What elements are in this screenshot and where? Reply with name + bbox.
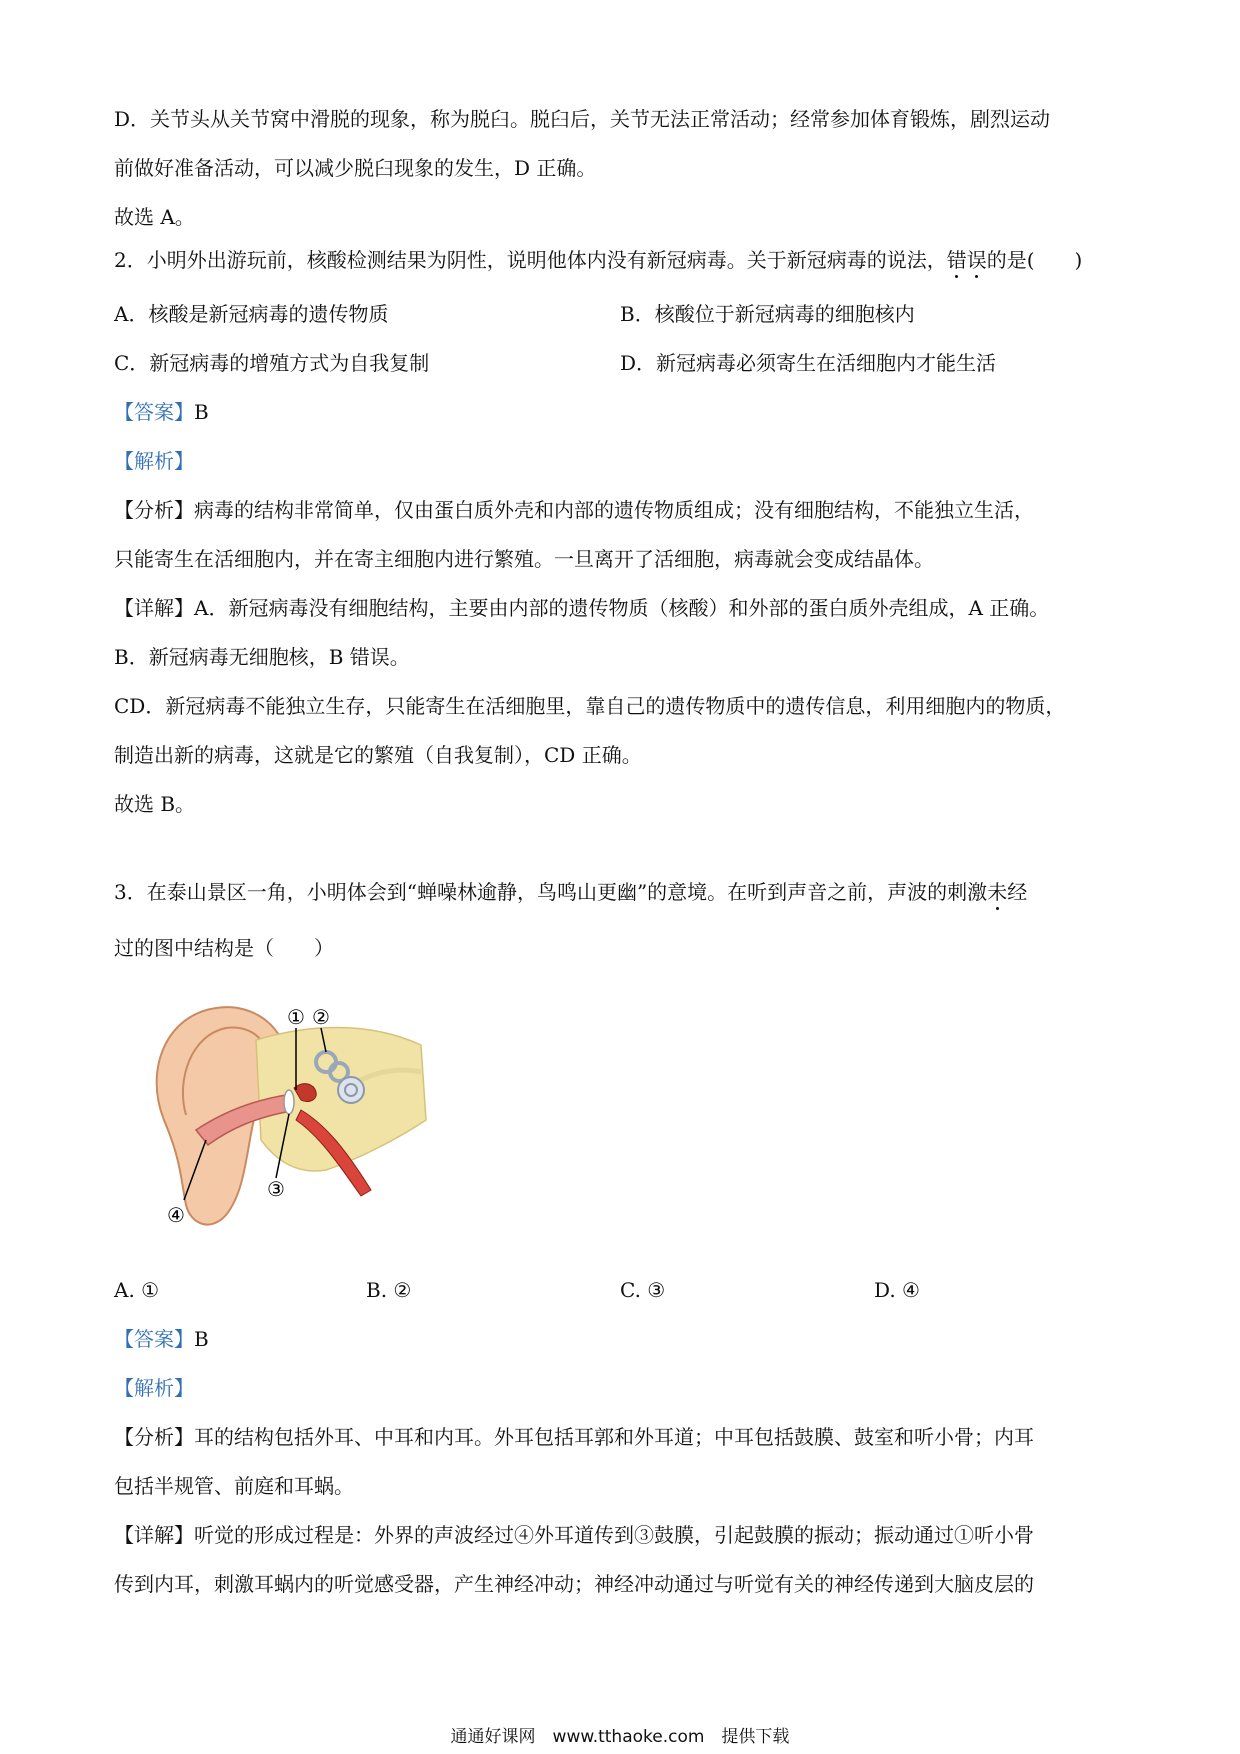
q3-option-d: D. ④ — [874, 1278, 920, 1302]
q3-xiangjie-line1 — [114, 1521, 1034, 1549]
q2-fenxi-line2: 只能寄生在活细胞内，并在寄主细胞内进行繁殖。一旦离开了活细胞，病毒就会变成结晶体。 — [114, 547, 934, 571]
figure-label-1: ① — [287, 1005, 305, 1029]
q2-stem-prefix: 2．小明外出游玩前，核酸检测结果为阴性，说明他体内没有新冠病毒。关于新冠病毒的说法， — [114, 248, 947, 272]
q2-emphasis-char-2: 误 — [966, 248, 987, 272]
q2-fenxi-tag: 【分析】 — [114, 498, 194, 522]
q2-xiangjie-line-a — [114, 594, 1049, 622]
figure-label-3: ③ — [267, 1177, 285, 1201]
q2-fenxi-text-1: 病毒的结构非常简单，仅由蛋白质外壳和内部的遗传物质组成；没有细胞结构，不能独立生活， — [194, 498, 1034, 522]
figure-label-4: ④ — [167, 1203, 185, 1227]
q2-xiangjie-cd-line2: 制造出新的病毒，这就是它的繁殖（自我复制），CD 正确。 — [114, 743, 642, 767]
q3-stem-line2: 过的图中结构是（ ） — [114, 936, 334, 960]
q2-xiangjie-tag: 【详解】 — [114, 596, 194, 620]
q3-answer — [114, 1325, 209, 1353]
q3-analysis-tag: 【解析】 — [114, 1376, 194, 1400]
q2-answer-tag: 【答案】 — [114, 400, 194, 424]
q3-fenxi-tag: 【分析】 — [114, 1425, 194, 1449]
page-footer: 通通好课网 www.tthaoke.com 提供下载 — [450, 1727, 790, 1747]
q3-xiangjie-line2: 传到内耳，刺激耳蜗内的听觉感受器，产生神经冲动；神经冲动通过与听觉有关的神经传递到大脑皮层的 — [114, 1572, 1034, 1596]
q2-answer — [114, 398, 209, 426]
q1-option-d-explanation-line2: 前做好准备活动，可以减少脱臼现象的发生，D 正确。 — [114, 156, 597, 180]
q3-fenxi-line2: 包括半规管、前庭和耳蜗。 — [114, 1474, 354, 1498]
q2-stem-suffix: 的是( ) — [986, 248, 1083, 272]
ear-structure-figure — [136, 1000, 436, 1240]
q3-fenxi-text-1: 耳的结构包括外耳、中耳和内耳。外耳包括耳郭和外耳道；中耳包括鼓膜、鼓室和听小骨；内耳 — [194, 1425, 1034, 1449]
q2-option-c: C．新冠病毒的增殖方式为自我复制 — [114, 351, 430, 375]
q2-xiangjie-cd-line1: CD．新冠病毒不能独立生存，只能寄生在活细胞里，靠自己的遗传物质中的遗传信息，利用细胞内的物质， — [114, 694, 1066, 718]
q1-conclusion: 故选 A。 — [114, 205, 195, 229]
q3-stem-line1 — [114, 878, 1027, 906]
q3-fenxi-line1 — [114, 1423, 1034, 1451]
q2-xiangjie-b: B．新冠病毒无细胞核，B 错误。 — [114, 645, 410, 669]
q3-stem-prefix: 3．在泰山景区一角，小明体会到“蝉噪林逾静，鸟鸣山更幽”的意境。在听到声音之前，声波的刺激 — [114, 880, 988, 904]
q2-option-a: A．核酸是新冠病毒的遗传物质 — [114, 302, 389, 326]
cochlea-shape — [338, 1077, 364, 1103]
q3-option-b: B. ② — [366, 1278, 412, 1302]
q2-xiangjie-a: A．新冠病毒没有细胞结构，主要由内部的遗传物质（核酸）和外部的蛋白质外壳组成，A 正确。 — [194, 596, 1050, 620]
q2-analysis-heading — [114, 447, 194, 475]
q2-option-b: B．核酸位于新冠病毒的细胞核内 — [620, 302, 915, 326]
q2-option-d: D．新冠病毒必须寄生在活细胞内才能生活 — [620, 351, 997, 375]
eardrum-shape — [284, 1090, 294, 1114]
q3-stem-suffix: 经 — [1007, 880, 1028, 904]
q3-option-a: A. ① — [114, 1278, 160, 1302]
q3-option-c: C. ③ — [620, 1278, 666, 1302]
q2-emphasis-char-1: 错 — [946, 248, 967, 272]
q3-xiangjie-text-1: 听觉的形成过程是：外界的声波经过④外耳道传到③鼓膜，引起鼓膜的振动；振动通过①听小骨 — [194, 1523, 1034, 1547]
q3-xiangjie-tag: 【详解】 — [114, 1523, 194, 1547]
q2-fenxi-line1 — [114, 496, 1034, 524]
q3-emphasis-char: 未 — [987, 880, 1008, 904]
figure-label-2: ② — [312, 1005, 330, 1029]
q1-option-d-explanation-line1: D．关节头从关节窝中滑脱的现象，称为脱臼。脱臼后，关节无法正常活动；经常参加体育锻炼，剧烈运动 — [114, 107, 1051, 131]
q3-answer-tag: 【答案】 — [114, 1327, 194, 1351]
q3-analysis-heading — [114, 1374, 194, 1402]
q2-answer-value: B — [194, 400, 209, 424]
q2-analysis-tag: 【解析】 — [114, 449, 194, 473]
q2-conclusion: 故选 B。 — [114, 792, 196, 816]
q3-answer-value: B — [194, 1327, 209, 1351]
q2-stem — [114, 246, 1082, 274]
